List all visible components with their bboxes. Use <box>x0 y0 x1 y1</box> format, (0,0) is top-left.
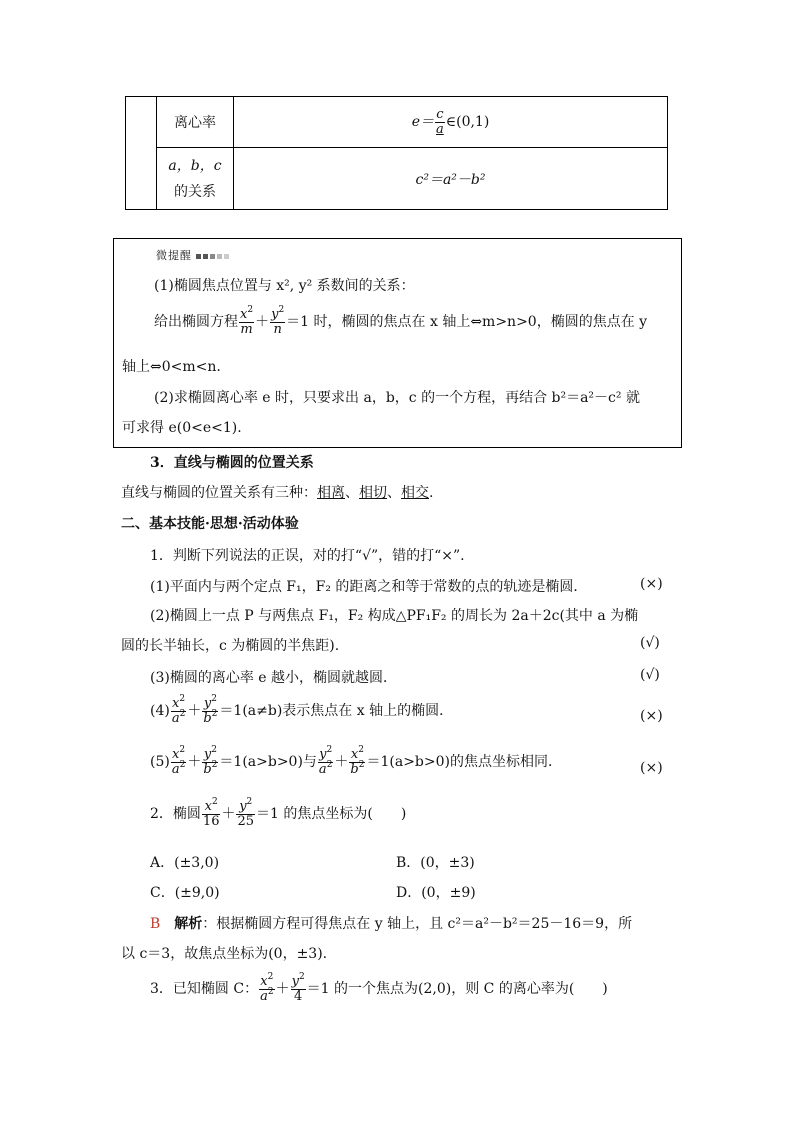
tip-paragraph-2: 给出椭圆方程 $\frac{x^2}{m}$ ＋ $\frac{y^2}{n}$ ＝1 时，椭圆的焦点在 x 轴上⇔m>n>0，椭圆的焦点在 y <box>154 305 648 337</box>
question-1: 1．判断下列说法的正误，对的打“√”，错的打“×”. <box>150 548 465 564</box>
judgement-mark-5: (×) <box>640 760 663 776</box>
tip-paragraph-3-cont: 可求得 e(0<e<1). <box>122 420 242 436</box>
eccentricity-formula: e＝ $\frac{c}{a}$ ∈(0,1) <box>234 97 668 148</box>
q2-option-c: C．(±9,0) <box>150 885 220 901</box>
question-2: 2．椭圆 $\frac{x^2}{16}$ ＋ $\frac{y^2}{25}$ ＝1 的焦点坐标为( ) <box>150 797 407 829</box>
abc-relation-label: a，b，c 的关系 <box>157 148 234 210</box>
judgement-item-3: (3)椭圆的离心率 e 越小，椭圆就越圆． <box>150 670 398 686</box>
ellipse-properties-table <box>125 96 668 210</box>
judgement-mark-2: (√) <box>640 635 660 651</box>
q2-option-b: B．(0，±3) <box>396 855 475 871</box>
tip-paragraph-1: (1)椭圆焦点位置与 x², y² 系数间的关系： <box>154 278 415 294</box>
tip-heading: 微提醒 <box>156 247 229 263</box>
judgement-item-4: (4) $\frac{x^2}{a^2}$ ＋ $\frac{y^2}{b^2}$ ＝1(a≠b)表示焦点在 x 轴上的椭圆． <box>150 694 454 726</box>
judgement-item-5: (5) $\frac{x^2}{a^2}$ ＋ $\frac{y^2}{b^2}$ ＝1(a>b>0)与 $\frac{y^2}{a^2}$ ＋ $\frac{x^2}{b^2}$ ＝1(a>b>0)的焦点坐标相同． <box>150 745 562 777</box>
eccentricity-label: 离心率 <box>157 97 234 148</box>
judgement-mark-3: (√) <box>640 667 660 683</box>
q2-option-a: A．(±3,0) <box>150 855 220 871</box>
q2-answer-cont: 以 c＝3，故焦点坐标为(0，±3). <box>121 946 328 962</box>
q2-option-d: D．(0，±9) <box>396 885 476 901</box>
tip-paragraph-2-cont: 轴上⇔0<m<n. <box>122 359 221 375</box>
answer-letter: B <box>150 916 161 932</box>
section-3-text: 直线与椭圆的位置关系有三种：相离、相切、相交. <box>121 485 434 501</box>
table-merged-cell <box>126 97 157 210</box>
judgement-item-2: (2)椭圆上一点 P 与两焦点 F₁，F₂ 构成△PF₁F₂ 的周长为 2a＋2c(其中 a 为椭 <box>150 608 639 624</box>
tip-decoration-dots <box>196 254 229 259</box>
judgement-mark-4: (×) <box>640 708 663 724</box>
judgement-item-2-cont: 圆的长半轴长，c 为椭圆的半焦距). <box>121 638 340 654</box>
table-row <box>126 97 668 148</box>
section-3-title: 3．直线与椭圆的位置关系 <box>150 455 314 471</box>
abc-relation-formula: c²＝a²－b² <box>234 148 668 210</box>
question-3: 3．已知椭圆 C： $\frac{x^2}{a^2}$ ＋ $\frac{y^2}{4}$ ＝1 的一个焦点为(2,0)，则 C 的离心率为( ) <box>150 972 608 1004</box>
q2-answer: B 解析：根据椭圆方程可得焦点在 y 轴上，且 c²＝a²－b²＝25－16＝9，所 <box>150 916 633 932</box>
judgement-item-1: (1)平面内与两个定点 F₁，F₂ 的距离之和等于常数的点的轨迹是椭圆． <box>150 579 588 595</box>
part-2-title: 二、基本技能·思想·活动体验 <box>121 516 299 532</box>
judgement-mark-1: (×) <box>640 576 663 592</box>
table-row <box>126 148 668 210</box>
tip-box <box>113 238 682 448</box>
tip-paragraph-3: (2)求椭圆离心率 e 时，只要求出 a，b，c 的一个方程，再结合 b²＝a²－c² 就 <box>154 390 640 406</box>
